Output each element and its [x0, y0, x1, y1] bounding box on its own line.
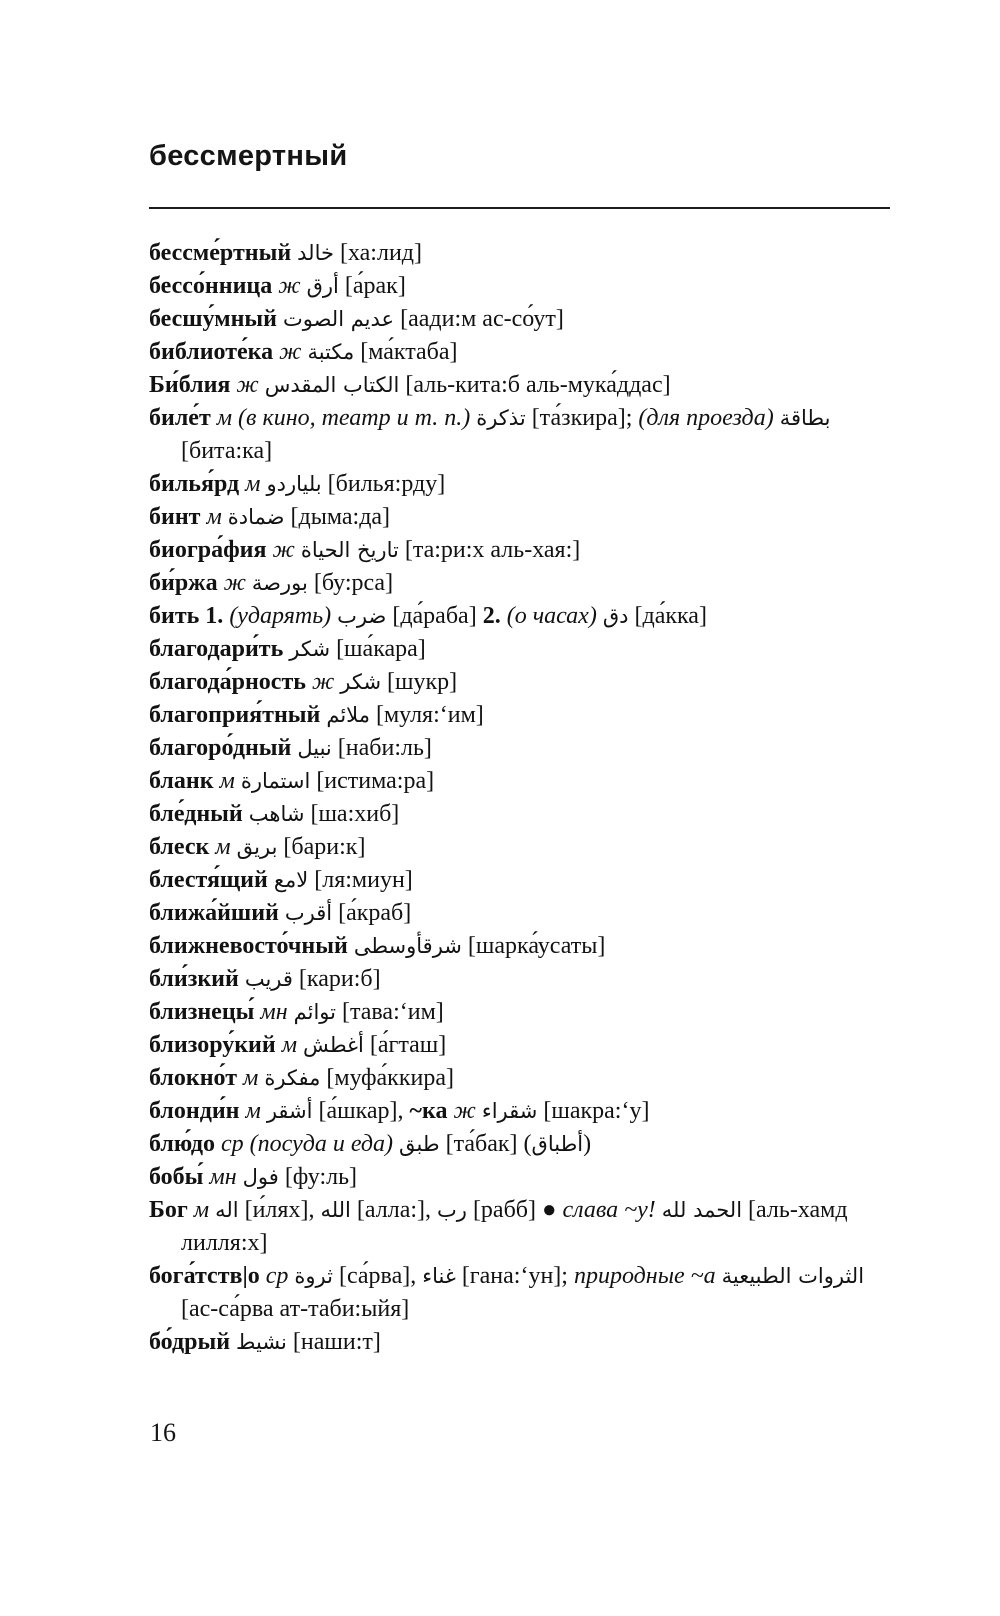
dictionary-entry [149, 732, 871, 765]
entry-headword: бога́тств|о [149, 1263, 266, 1289]
entry-transcription: [бу:рса] [307, 570, 394, 596]
dictionary-entry [149, 1161, 871, 1194]
entry-arabic: بلياردو [266, 472, 322, 496]
dictionary-entry [149, 699, 871, 732]
dictionary-entry [149, 336, 871, 369]
entry-grammar-label: ж [278, 273, 307, 299]
entry-grammar-label: ж [272, 537, 301, 563]
entry-headword: бесшу́мный [149, 306, 283, 332]
entry-transcription: [а́шкар], [312, 1098, 410, 1124]
entry-transcription: [алла:], [350, 1197, 438, 1223]
entry-grammar-label: ж [279, 339, 308, 365]
entry-grammar-label: м [243, 1065, 265, 1091]
entry-headword: бле́дный [149, 801, 249, 827]
entry-headword: билья́рд [149, 471, 246, 497]
dictionary-entry [149, 501, 871, 534]
entry-transcription: [билья:рду] [321, 471, 446, 497]
entry-arabic: نبيل [297, 736, 332, 760]
entry-transcription: [истима:ра] [310, 768, 435, 794]
entry-headword: блю́до [149, 1131, 221, 1157]
entry-transcription: [ас-са́рва ат-таби:ыйя] [181, 1296, 410, 1322]
entry-headword: бобы́ [149, 1164, 210, 1190]
entry-headword: благодари́ть [149, 636, 290, 662]
entry-arabic: قريب [244, 967, 293, 991]
entry-transcription: [а́рак] [338, 273, 406, 299]
dictionary-entry [149, 930, 871, 963]
entry-transcription: [тава:ʻим] [335, 999, 444, 1025]
entry-arabic: لامع [273, 868, 309, 892]
dictionary-entry [149, 303, 871, 336]
dictionary-entry [149, 897, 871, 930]
dictionary-entry [149, 765, 871, 798]
entry-arabic: خالد [297, 241, 334, 265]
entry-grammar-label: ср [265, 1263, 295, 1289]
entry-transcription: [шакра:ʻу] [537, 1098, 650, 1124]
entry-grammar-label: природные ~а [573, 1263, 722, 1289]
entry-grammar-label: м [245, 471, 267, 497]
entry-transcription: [бита:ка] [181, 438, 273, 464]
dictionary-entry [149, 1062, 871, 1095]
dictionary-entry [149, 402, 871, 468]
entry-transcription: [та́зкира]; [525, 405, 639, 431]
dictionary-entry [149, 468, 871, 501]
entry-grammar-label: слава ~у! [562, 1197, 662, 1223]
entry-headword: благоприя́тный [149, 702, 327, 728]
entry-arabic: دق [602, 604, 629, 628]
entry-arabic: اله [215, 1198, 239, 1222]
entry-transcription: [аль-хамд лилля:х] [181, 1197, 848, 1256]
entry-arabic: بطاقة [779, 406, 831, 430]
entry-transcription: [та́бак] ( [439, 1131, 532, 1157]
entry-headword: бланк [149, 768, 220, 794]
entry-transcription: [да́раба] [386, 603, 483, 629]
entry-arabic: طبق [399, 1132, 440, 1156]
entry-arabic: الثروات الطبيعية [721, 1264, 865, 1288]
entry-grammar-label: м (в кино, театр и т. п.) [216, 405, 477, 431]
dictionary-entry [149, 369, 871, 402]
entry-grammar-label: ж [311, 669, 341, 695]
running-head: бессмертный [149, 140, 348, 172]
entry-arabic: عديم الصوت [282, 307, 395, 331]
entry-transcription: [ля:миун] [308, 867, 413, 893]
entry-arabic: الحمد لله [661, 1198, 743, 1222]
entry-arabic: شكر [340, 670, 382, 694]
dictionary-entry [149, 237, 871, 270]
entry-grammar-label: ж [223, 570, 252, 596]
entry-headword: ближа́йший [149, 900, 285, 926]
dictionary-entry [149, 963, 871, 996]
page-number: 16 [150, 1418, 176, 1447]
entry-arabic: شرقأوسطى [353, 934, 462, 958]
entry-headword: благода́рность [149, 669, 312, 695]
entry-transcription: [ха:лид] [333, 240, 422, 266]
dictionary-entry [149, 270, 871, 303]
entry-transcription: [а́краб] [332, 900, 412, 926]
entry-headword: биогра́фия [149, 537, 273, 563]
entry-arabic: شاهب [248, 802, 305, 826]
entry-arabic: غناء [422, 1264, 456, 1288]
entry-headword: блонди́н [149, 1098, 246, 1124]
entry-transcription: [шукр] [381, 669, 458, 695]
entry-transcription: [муля:ʻим] [369, 702, 484, 728]
entry-arabic: تذكرة [476, 406, 526, 430]
entry-grammar-label: мн [260, 999, 294, 1025]
dictionary-entry [149, 1095, 871, 1128]
entry-grammar-label: м [245, 1098, 267, 1124]
entry-arabic: بورصة [251, 571, 308, 595]
entry-transcription: [и́лях], [238, 1197, 321, 1223]
entry-headword: блестя́щий [149, 867, 274, 893]
dictionary-entry [149, 798, 871, 831]
entry-transcription: [наши:т] [286, 1329, 381, 1355]
entry-arabic: ضرب [337, 604, 387, 628]
dictionary-entry [149, 1128, 871, 1161]
entry-grammar-label: ж [236, 372, 265, 398]
dictionary-entry [149, 1260, 871, 1326]
entry-arabic: الله [320, 1198, 351, 1222]
entry-transcription: [рабб] ● [466, 1197, 563, 1223]
entry-arabic: استمارة [240, 769, 311, 793]
entry-grammar-label: (ударять) [229, 603, 338, 629]
entry-arabic: بريق [236, 835, 278, 859]
entry-transcription: [аль-кита:б аль-мука́ддас] [399, 372, 671, 398]
entry-arabic: تاريخ الحياة [300, 538, 399, 562]
entry-transcription: [ма́ктаба] [354, 339, 458, 365]
header-divider-rule [149, 207, 890, 209]
entry-grammar-label: мн [209, 1164, 243, 1190]
entry-headword: ближневосто́чный [149, 933, 354, 959]
entry-headword: 2. [482, 603, 507, 629]
entry-arabic: أطباق [531, 1132, 584, 1156]
entry-grammar-label: м [215, 834, 237, 860]
entry-transcription: [кари:б] [292, 966, 381, 992]
entry-arabic: رب [437, 1198, 467, 1222]
entry-grammar-label: ср (посуда и еда) [220, 1131, 400, 1157]
dictionary-entry [149, 633, 871, 666]
entry-headword: бессо́нница [149, 273, 279, 299]
dictionary-entry [149, 534, 871, 567]
entry-transcription: ) [583, 1131, 592, 1157]
dictionary-entry [149, 567, 871, 600]
entry-headword: Би́блия [149, 372, 237, 398]
entry-headword: блокно́т [149, 1065, 243, 1091]
entry-grammar-label: (о часах) [506, 603, 603, 629]
entry-headword: бли́зкий [149, 966, 245, 992]
dictionary-entry [149, 1326, 871, 1359]
entry-grammar-label: (для проезда) [638, 405, 780, 431]
entry-transcription: [гана:ʻун]; [455, 1263, 574, 1289]
dictionary-entry [149, 666, 871, 699]
entry-transcription: [шарка́усаты] [461, 933, 606, 959]
entry-transcription: [са́рва], [332, 1263, 423, 1289]
entry-transcription: [ша:хиб] [304, 801, 400, 827]
entry-arabic: أغطش [303, 1033, 364, 1057]
dictionary-entry [149, 600, 871, 633]
entry-headword: близору́кий [149, 1032, 282, 1058]
entry-arabic: فول [242, 1165, 279, 1189]
entry-headword: блеск [149, 834, 216, 860]
entry-arabic: نشيط [236, 1330, 287, 1354]
dictionary-entry [149, 831, 871, 864]
entry-headword: би́ржа [149, 570, 224, 596]
entry-headword: благоро́дный [149, 735, 298, 761]
entry-arabic: توائم [293, 1000, 336, 1024]
dictionary-entry [149, 864, 871, 897]
entry-transcription: [да́кка] [628, 603, 707, 629]
entry-arabic: مكتبة [307, 340, 355, 364]
entry-arabic: شقراء [481, 1099, 538, 1123]
entry-transcription: [аади:м ас-со́ут] [394, 306, 564, 332]
entry-headword: Бог [149, 1197, 194, 1223]
dictionary-entry [149, 1194, 871, 1260]
entry-arabic: الكتاب المقدس [264, 373, 400, 397]
entry-arabic: ضمادة [227, 505, 285, 529]
entry-headword: биле́т [149, 405, 217, 431]
entry-grammar-label: м [193, 1197, 216, 1223]
entry-arabic: أقرب [284, 901, 333, 925]
entry-arabic: ثروة [294, 1264, 333, 1288]
dictionary-entry [149, 996, 871, 1029]
entry-headword: бить 1. [149, 603, 230, 629]
entry-transcription: [ша́кара] [330, 636, 426, 662]
entry-arabic: مفكرة [264, 1066, 321, 1090]
entry-arabic: شكر [289, 637, 331, 661]
entry-transcription: [фу:ль] [278, 1164, 358, 1190]
entry-transcription: [наби:ль] [331, 735, 432, 761]
entry-transcription: [дыма:да] [284, 504, 391, 530]
entry-headword: близнецы́ [149, 999, 261, 1025]
entry-grammar-label: м [281, 1032, 304, 1058]
entry-headword: бо́дрый [149, 1329, 237, 1355]
dictionary-entry [149, 1029, 871, 1062]
entry-transcription: [бари:к] [277, 834, 366, 860]
entry-grammar-label: м [206, 504, 228, 530]
entry-grammar-label: м [219, 768, 241, 794]
entry-headword: библиоте́ка [149, 339, 280, 365]
entry-arabic: ملائم [326, 703, 370, 727]
entry-transcription: [муфа́ккира] [320, 1065, 454, 1091]
entry-headword: ~ка [409, 1098, 454, 1124]
entry-arabic: أرق [306, 274, 339, 298]
entry-transcription: [а́гташ] [363, 1032, 447, 1058]
entry-headword: бинт [149, 504, 207, 530]
entry-list [149, 237, 871, 1359]
entry-arabic: أشقر [266, 1099, 313, 1123]
entry-transcription: [та:ри:х аль-хая:] [398, 537, 581, 563]
entry-grammar-label: ж [453, 1098, 482, 1124]
entry-headword: бессме́ртный [149, 240, 298, 266]
